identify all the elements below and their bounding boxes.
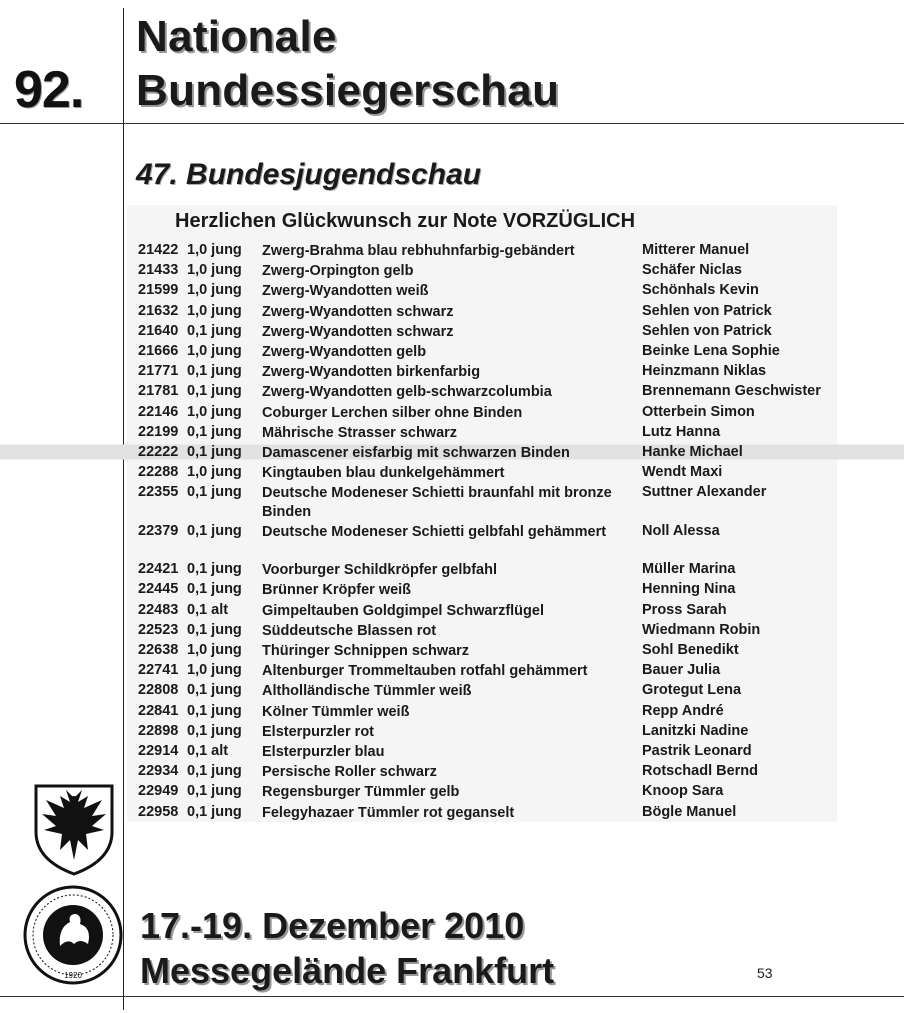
entry-age-class: 0,1 jung	[187, 522, 242, 539]
entry-breed: Zwerg-Orpington gelb	[262, 263, 414, 280]
entry-age-class: 0,1 jung	[187, 423, 242, 440]
event-venue: Messegelände Frankfurt	[140, 950, 555, 991]
entry-age-class: 0,1 jung	[187, 763, 242, 780]
entry-number: 22841	[138, 702, 179, 719]
entry-owner: Sehlen von Patrick	[642, 322, 772, 339]
list-item	[0, 462, 904, 482]
entry-age-class: 0,1 jung	[187, 484, 242, 501]
list-item	[0, 579, 904, 599]
list-item	[0, 741, 904, 761]
entry-age-class: 1,0 jung	[187, 642, 242, 658]
entry-breed: Zwerg-Wyandotten schwarz	[262, 323, 454, 340]
entry-owner: Lanitzki Nadine	[642, 722, 749, 739]
entry-number: 22934	[138, 763, 179, 780]
list-item	[0, 361, 904, 381]
list-item	[0, 761, 904, 781]
list-item	[0, 280, 904, 300]
list-item	[0, 721, 904, 741]
entry-breed: Elsterpurzler blau	[262, 743, 385, 760]
entry-owner: Schäfer Niclas	[642, 262, 742, 279]
list-item	[0, 620, 904, 640]
list-item	[0, 301, 904, 321]
entry-age-class: 0,1 jung	[187, 783, 242, 800]
entry-age-class: 0,1 jung	[187, 722, 242, 739]
entry-number: 22638	[138, 642, 179, 658]
entry-breed: Zwerg-Wyandotten weiß	[262, 283, 429, 300]
entry-owner: Brennemann Geschwister	[642, 383, 821, 400]
list-item	[0, 640, 904, 660]
entry-age-class: 1,0 jung	[187, 262, 242, 279]
list-item	[0, 260, 904, 280]
entry-number: 22222	[138, 443, 179, 460]
entry-breed: Zwerg-Wyandotten birkenfarbig	[262, 364, 481, 381]
entry-owner: Sohl Benedikt	[642, 642, 739, 658]
entry-owner: Noll Alessa	[642, 522, 720, 539]
entry-breed: Altenburger Trommeltauben rotfahl gehämmert	[262, 663, 588, 680]
entry-owner: Mitterer Manuel	[642, 242, 750, 258]
entry-age-class: 1,0 jung	[187, 242, 242, 258]
entry-breed: Felegyhazaer Tümmler rot geganselt	[262, 804, 515, 821]
page-number: 53	[757, 965, 773, 981]
entry-owner: Wiedmann Robin	[642, 621, 761, 638]
entry-number: 22914	[138, 742, 179, 759]
entry-age-class: 0,1 jung	[187, 621, 242, 638]
list-item	[0, 341, 904, 361]
entry-breed: Voorburger Schildkröpfer gelbfahl	[262, 562, 497, 579]
entry-number: 21422	[138, 242, 179, 258]
entry-number: 22288	[138, 464, 179, 481]
entry-breed: Deutsche Modeneser Schietti gelbfahl gehämmert	[262, 523, 607, 540]
association-rooster-seal-icon	[22, 884, 124, 986]
entry-breed: Regensburger Tümmler gelb	[262, 784, 460, 801]
entry-age-class: 1,0 jung	[187, 662, 242, 679]
list-item	[0, 402, 904, 422]
entry-owner: Beinke Lena Sophie	[642, 342, 780, 359]
entry-breed: Thüringer Schnippen schwarz	[262, 643, 470, 659]
entry-number: 21599	[138, 282, 179, 299]
entry-breed: Mährische Strasser schwarz	[262, 424, 458, 441]
entry-number: 21771	[138, 363, 179, 380]
entry-number: 22355	[138, 484, 179, 501]
entry-owner: Schönhals Kevin	[642, 282, 759, 299]
entry-number: 21433	[138, 262, 179, 279]
entry-number: 22523	[138, 621, 179, 638]
entry-number: 21781	[138, 383, 179, 400]
list-item	[0, 521, 904, 560]
list-item	[0, 781, 904, 801]
entry-breed: Süddeutsche Blassen rot	[262, 622, 437, 639]
entry-breed: Kölner Tümmler weiß	[262, 703, 410, 720]
entry-age-class: 1,0 jung	[187, 302, 242, 319]
entry-breed: Deutsche Modeneser Schietti braunfahl mit bronze Binden	[262, 485, 612, 520]
list-item	[0, 802, 904, 822]
entry-number: 22379	[138, 522, 179, 539]
entry-number: 22445	[138, 581, 179, 598]
entry-age-class: 1,0 jung	[187, 464, 242, 481]
entry-owner: Hanke Michael	[642, 443, 743, 460]
entry-breed: Kingtauben blau dunkelgehämmert	[262, 465, 505, 482]
entry-breed: Zwerg-Wyandotten gelb-schwarzcolumbia	[262, 384, 552, 401]
entry-owner: Bauer Julia	[642, 662, 721, 679]
entry-owner: Wendt Maxi	[642, 464, 723, 481]
entry-number: 22958	[138, 803, 179, 820]
list-item	[0, 559, 904, 579]
entry-owner: Grotegut Lena	[642, 682, 742, 699]
entry-breed: Altholländische Tümmler weiß	[262, 683, 472, 700]
entry-number: 21640	[138, 322, 179, 339]
list-item	[0, 381, 904, 401]
entry-number: 22808	[138, 682, 179, 699]
entry-age-class: 1,0 jung	[187, 282, 242, 299]
entry-breed: Brünner Kröpfer weiß	[262, 582, 412, 599]
entry-age-class: 0,1 alt	[187, 742, 229, 759]
entry-number: 21666	[138, 342, 179, 359]
entry-owner: Otterbein Simon	[642, 403, 755, 420]
list-item	[0, 321, 904, 341]
entry-age-class: 0,1 jung	[187, 561, 242, 578]
entry-owner: Repp André	[642, 702, 724, 719]
list-item	[0, 680, 904, 700]
entry-number: 22949	[138, 783, 179, 800]
entry-owner: Pastrik Leonard	[642, 742, 752, 759]
entry-owner: Knoop Sara	[642, 783, 724, 800]
entry-number: 22146	[138, 403, 179, 420]
congrats-heading: Herzlichen Glückwunsch zur Note VORZÜGLICH	[175, 210, 636, 232]
entry-breed: Zwerg-Brahma blau rebhuhnfarbig-gebändert	[262, 243, 575, 259]
list-item	[0, 701, 904, 721]
entry-age-class: 0,1 jung	[187, 322, 242, 339]
title-line-2: Bundessiegerschau	[136, 66, 560, 115]
entry-breed: Gimpeltauben Goldgimpel Schwarzflügel	[262, 602, 544, 619]
entry-age-class: 0,1 jung	[187, 581, 242, 598]
results-list	[0, 240, 904, 822]
entry-owner: Heinzmann Niklas	[642, 363, 767, 380]
entry-age-class: 0,1 alt	[187, 601, 229, 618]
list-item	[0, 600, 904, 620]
entry-owner: Suttner Alexander	[642, 484, 767, 501]
list-item	[0, 240, 904, 260]
entry-owner: Müller Marina	[642, 561, 736, 578]
entry-age-class: 0,1 jung	[187, 443, 242, 460]
entry-age-class: 0,1 jung	[187, 682, 242, 699]
entry-number: 22421	[138, 561, 179, 578]
entry-number: 22898	[138, 722, 179, 739]
entry-breed: Zwerg-Wyandotten gelb	[262, 343, 427, 360]
entry-number: 22199	[138, 423, 179, 440]
entry-breed: Persische Roller schwarz	[262, 764, 437, 781]
entry-number: 22741	[138, 662, 179, 679]
entry-age-class: 0,1 jung	[187, 383, 242, 400]
entry-age-class: 1,0 jung	[187, 342, 242, 359]
section-subtitle: 47. Bundesjugendschau	[136, 158, 482, 191]
event-dates: 17.-19. Dezember 2010	[140, 905, 525, 946]
entry-owner: Rotschadl Bernd	[642, 763, 759, 780]
header-rule	[0, 123, 904, 124]
entry-owner: Henning Nina	[642, 581, 736, 598]
entry-age-class: 0,1 jung	[187, 363, 242, 380]
entry-owner: Bögle Manuel	[642, 803, 737, 820]
entry-owner: Sehlen von Patrick	[642, 302, 772, 319]
title-line-1: Nationale	[136, 12, 337, 61]
entry-breed: Coburger Lerchen silber ohne Binden	[262, 404, 523, 421]
entry-breed: Zwerg-Wyandotten schwarz	[262, 303, 454, 320]
list-item	[0, 422, 904, 442]
entry-age-class: 0,1 jung	[187, 803, 242, 820]
entry-number: 21632	[138, 302, 179, 319]
entry-owner: Pross Sarah	[642, 601, 727, 618]
edition-number: 92.	[14, 61, 84, 119]
svg-text:1920: 1920	[64, 971, 82, 980]
list-item	[0, 660, 904, 680]
entry-age-class: 1,0 jung	[187, 403, 242, 420]
entry-breed: Damascener eisfarbig mit schwarzen Binden	[262, 444, 570, 461]
entry-age-class: 0,1 jung	[187, 702, 242, 719]
frankfurt-eagle-coat-of-arms-icon	[30, 780, 118, 876]
footer-rule	[0, 996, 904, 997]
list-item	[0, 482, 904, 521]
entry-owner: Lutz Hanna	[642, 423, 721, 440]
list-item	[0, 442, 904, 462]
entry-number: 22483	[138, 601, 179, 618]
entry-breed: Elsterpurzler rot	[262, 723, 374, 740]
